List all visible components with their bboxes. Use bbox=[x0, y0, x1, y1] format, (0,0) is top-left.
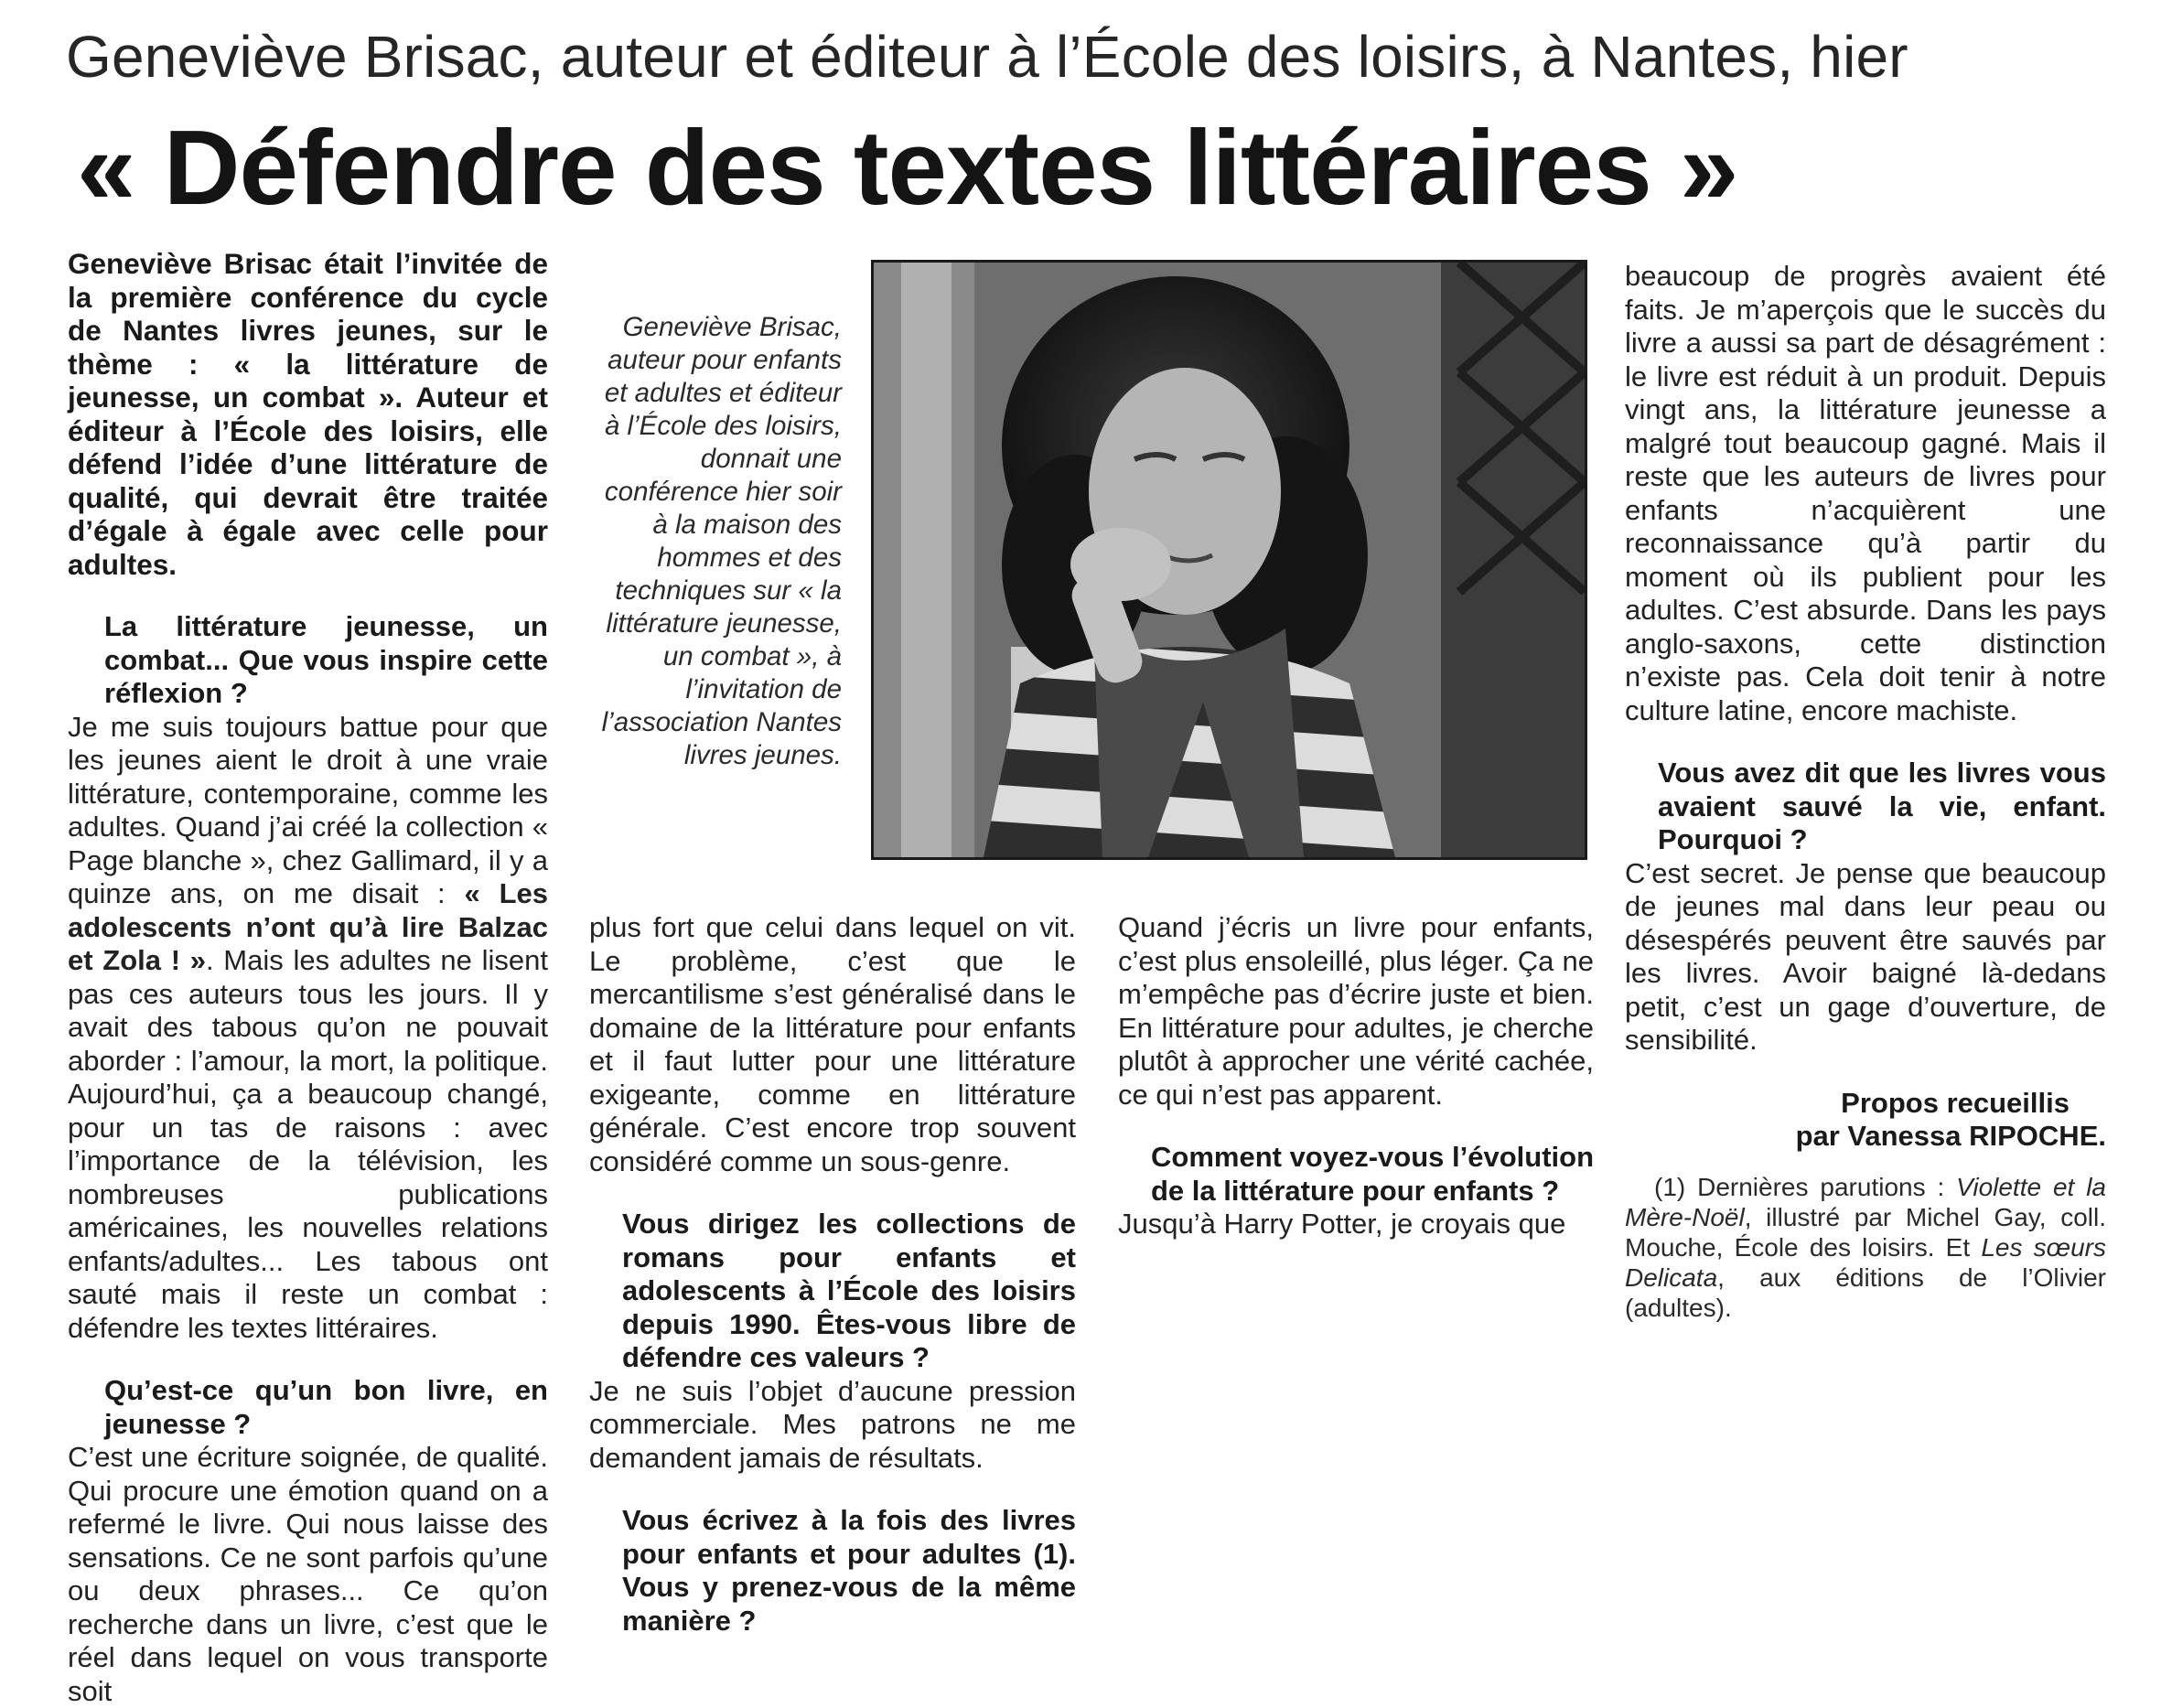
article-headline: « Défendre des textes littéraires » bbox=[77, 108, 1738, 227]
footnote-title-2: Les sœurs Delicata bbox=[1625, 1232, 2106, 1292]
article-kicker: Geneviève Brisac, auteur et éditeur à l’École des loisirs, à Nantes, hier bbox=[66, 24, 1908, 90]
article-column-1 bbox=[68, 247, 548, 1708]
answer-1-quote: « Les adolescents n’ont qu’à lire Balzac et Zola ! » bbox=[68, 877, 548, 976]
question-4: Vous écrivez à la fois des livres pour enfants et pour adultes (1). Vous y prenez-vous de la même manière ? bbox=[622, 1504, 1076, 1637]
footnote-text-a: (1) Dernières parutions : bbox=[1654, 1172, 1957, 1201]
answer-5-part-1: Jusqu’à Harry Potter, je croyais que bbox=[1118, 1208, 1566, 1240]
answer-1-text-a: Je me suis toujours battue pour que les jeunes aient le droit à une vraie littérature, contemporaine, comme les adultes. Quand j’ai créé la collection « Page blanche », chez Gallimard, il y a quinze ans, on me disait : bbox=[68, 710, 548, 909]
question-1: La littérature jeunesse, un combat... Que vous inspire cette réflexion ? bbox=[104, 610, 548, 709]
footnote-text-c: , aux éditions de l’Olivier (adultes). bbox=[1625, 1262, 2106, 1322]
answer-3: Je ne suis l’objet d’aucune pression commerciale. Mes patrons ne me demandent jamais de résultats. bbox=[589, 1374, 1076, 1474]
footnote-title-1: Violette et la Mère-Noël bbox=[1625, 1172, 2107, 1231]
answer-4: Quand j’écris un livre pour enfants, c’est plus ensoleillé, plus léger. Ça ne m’empêche pas d’écrire juste et bien. En littérature pour adultes, je cherche plutôt à approcher une vérité cachée, ce qui n’est pas apparent. bbox=[1118, 911, 1594, 1111]
footnote bbox=[1625, 1172, 2106, 1323]
question-3: Vous dirigez les collections de romans pour enfants et adolescents à l’École des loisirs depuis 1990. Êtes-vous libre de défendre ces valeurs ? bbox=[622, 1208, 1076, 1373]
byline-line-1: Propos recueillis bbox=[1841, 1086, 2070, 1119]
answer-2-part-1: C’est une écriture soignée, de qualité. Qui procure une émotion quand on a refermé le livre. Qui nous laisse des sensations. Ce ne sont parfois qu’une ou deux phrases... Ce qu’on recherche dans un livre, c’est que le réel dans lequel on vous transporte soit bbox=[68, 1441, 548, 1707]
portrait-photo bbox=[871, 260, 1587, 860]
question-2: Qu’est-ce qu’un bon livre, en jeunesse ? bbox=[104, 1374, 548, 1440]
photo-caption: Geneviève Brisac, auteur pour enfants et adultes et éditeur à l’École des loisirs, donnait une conférence hier soir à la maison des hommes et des techniques sur « la littérature jeunesse, un combat », à l’invitation de l’association Nantes livres jeunes. bbox=[601, 312, 842, 770]
answer-1 bbox=[68, 711, 548, 1346]
answer-2-part-2: plus fort que celui dans lequel on vit. Le problème, c’est que le mercantilisme s’est généralisé dans le domaine de la littérature pour enfants et il faut lutter pour une littérature exigeante, comme en littérature générale. C’est encore trop souvent considéré comme un sous-genre. bbox=[589, 911, 1076, 1177]
answer-1-text-b: . Mais les adultes ne lisent pas ces auteurs tous les jours. Il y avait des tabous qu’on ne pouvait aborder : l’amour, la mort, la politique. Aujourd’hui, ça a beaucoup changé, pour un tas de raisons : avec l’importance de la télévision, les nombreuses publications américaines, les nouvelles relations enfants/adultes... Les tabous ont sauté mais il reste un combat : défendre les textes littéraires. bbox=[68, 944, 548, 1344]
question-5: Comment voyez-vous l’évolution de la littérature pour enfants ? bbox=[1151, 1141, 1595, 1207]
article-intro: Geneviève Brisac était l’invitée de la première conférence du cycle de Nantes livres jeunes, sur le thème : « la littérature de jeunesse, un combat ». Auteur et éditeur à l’École des loisirs, elle défend l’idée d’une littérature de qualité, qui devrait être traitée d’égale à égale avec celle pour adultes. bbox=[68, 247, 548, 581]
answer-5-part-2: beaucoup de progrès avaient été faits. Je m’aperçois que le succès du livre a aussi sa part de désagrément : le livre est réduit à un produit. Depuis vingt ans, la littérature jeunesse a malgré tout beaucoup gagné. Mais il reste que les auteurs de livres pour enfants n’acquièrent une reconnaissance qu’à partir du moment où ils publient pour les adultes. C’est absurde. Dans les pays anglo-saxons, cette distinction n’existe pas. Cela doit tenir à notre culture latine, encore machiste. bbox=[1625, 260, 2106, 726]
article-column-2 bbox=[589, 911, 1076, 1638]
portrait-image bbox=[874, 263, 1585, 857]
footnote-text-b: , illustré par Michel Gay, coll. Mouche, École des loisirs. Et bbox=[1625, 1202, 2106, 1262]
question-6: Vous avez dit que les livres vous avaient sauvé la vie, enfant. Pourquoi ? bbox=[1658, 757, 2106, 855]
article-column-4 bbox=[1625, 260, 2106, 1323]
article-column-3 bbox=[1118, 911, 1594, 1241]
byline-line-2: par Vanessa RIPOCHE. bbox=[1795, 1120, 2106, 1152]
answer-6: C’est secret. Je pense que beaucoup de jeunes mal dans leur peau ou désespérés peuvent être sauvés par les livres. Avoir baigné là-dedans petit, c’est un gage d’ouverture, de sensibilité. bbox=[1625, 856, 2106, 1056]
